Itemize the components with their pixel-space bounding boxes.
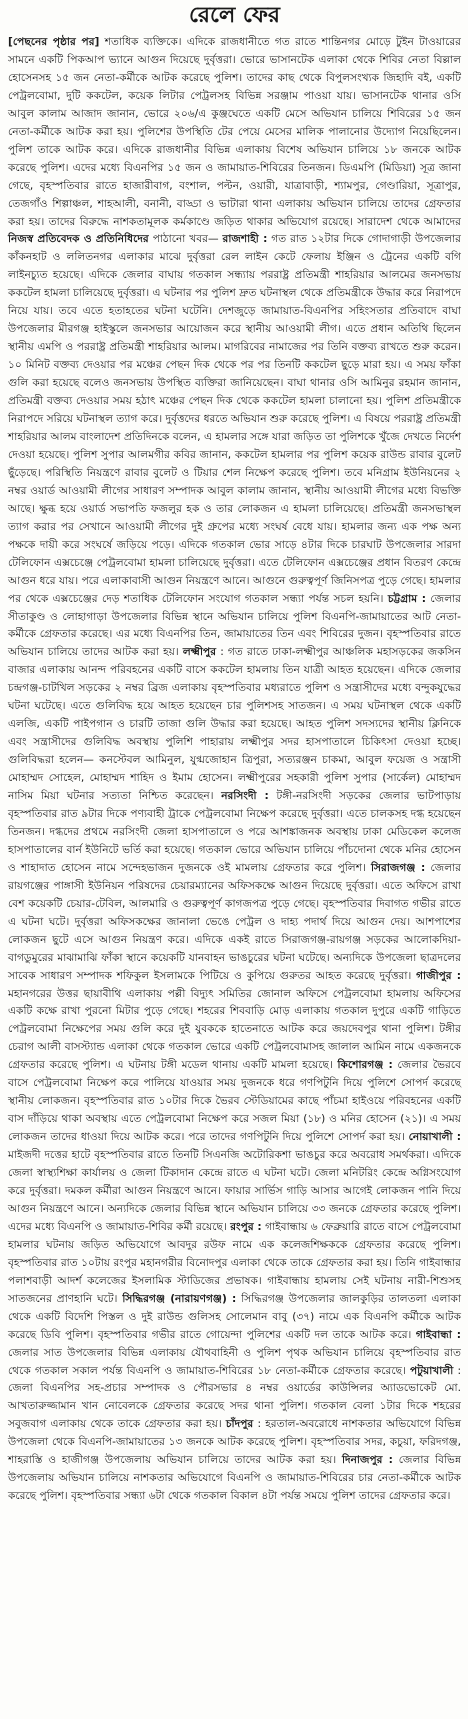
- article-headline: রেলে ফের: [188, 2, 281, 28]
- location-dateline: চাঁদপুর: [225, 1418, 254, 1431]
- article-text: সিদ্ধিরগঞ্জ উপজেলার জালকুড়ির তালতলা এলাকা থেকে একটি বিদেশি পিস্তল ও দুই রাউন্ড গুলিসহ সোলেমান বাবু (৩৭) নামে এক বিএনপি কর্মীকে আটক করেছে ডিবি পুলিশ। বৃহস্পতিবার গভীর রাতে গোয়েন্দা পুলিশের একটি দল তাকে আটক করে।: [8, 1292, 462, 1341]
- article-text: জেলার রায়গঞ্জের পাঙ্গাসী ইউনিয়ন পরিষদের চেয়ারম্যানের অফিসকক্ষে আগুন দিয়েছে দুর্বৃত্তরা। এতে অফিসে রাখা বেশ কয়েকটি চেয়ার-টেবিল, আলমারি ও গুরুত্বপূর্ণ কাগজপত্র পুড়ে গেছে। বৃহস্পতিবার দিবাগত গভীর রাতে এ ঘটনা ঘটে। দুর্বৃত্তরা অফিসকক্ষের জানালা ভেঙে পেট্রল ও দাহ্য পদার্থ দিয়ে আগুন দেয়। আশপাশের লোকজন ছুটে এসে আগুন নিয়ন্ত্রণ করে। এদিকে একই রাতে সিরাজগঞ্জ-রায়গঞ্জ সড়কের আলোকদিয়া-বাগডুমুরের মাঝামাঝি ফাঁকা স্থানে কয়েকটি যানবাহন ভাঙচুরের ঘটনা ঘটেছে। অন্যদিকে উপজেলা ছাত্রদলের সাবেক সাধারণ সম্পাদক শফিকুল ইসলামকে পিটিয়ে ও কুপিয়ে গুরুতর আহত করেছে দুর্বৃত্তরা।: [8, 861, 462, 982]
- location-dateline: সিরাজগঞ্জ :: [371, 861, 426, 874]
- article-text: টঙ্গী-নরসিংদী সড়কের জেলার ভাটপাড়ায় বৃহস্পতিবার রাত ৯টার দিকে পণ্যবাহী ট্রাকে পেট্রলবোমা নিক্ষেপ করেছে দুর্বৃত্তরা। এতে চালকসহ দগ্ধ হয়েছেন তিনজন। দগ্ধদের প্রথমে নরসিংদী জেলা হাসপাতালে ও পরে আশঙ্কাজনক অবস্থায় ঢাকা মেডিকেল কলেজ হাসপাতালের বার্ন ইউনিটে ভর্তি করা হয়েছে। গতকাল ভোরে অভিযান চালিয়ে পাঁচদোনা থেকে মনির হোসেন ও শাহাদাত হোসেন নামে সন্দেহভাজন দুজনকে ওই মামলায় গ্রেফতার করে পুলিশ।: [8, 790, 461, 874]
- article-text: মাইজদী দত্তের হাটে বৃহস্পতিবার রাতে তিনটি সিএনজি অটোরিকশা ভাঙচুর করে অবরোধ সমর্থকরা। এদিকে জেলা স্বাস্থ্যশিক্ষা কার্যালয় ও জেলা টিকাদান কেন্দ্রে রাতে এ ঘটনা ঘটে। জেলা মনিটরিং কেন্দ্রে অগ্নিসংযোগ করে দুর্বৃত্তরা। দমকল কর্মীরা আগুন নিয়ন্ত্রণে আনে। ফায়ার সার্ভিস গাড়ি আসার আগেই লোকজন পানি দিয়ে আগুন নিয়ন্ত্রণে আনে। অন্যদিকে জেলার বিভিন্ন স্থানে অভিযান চালিয়ে ৩৩ জনকে গ্রেফতার করেছে পুলিশ। এদের মধ্যে বিএনপি ও জামায়াত-শিবির কর্মী রয়েছে।: [8, 1149, 461, 1233]
- article-text: পাঠানো খবর—: [148, 233, 223, 246]
- continuation-marker: [পেছনের পৃষ্ঠার পর]: [8, 36, 100, 48]
- location-dateline: রাজশাহী :: [222, 233, 268, 246]
- location-dateline: গাজীপুর :: [416, 969, 462, 982]
- article-text: গাইবান্ধায় ৬ ফেব্রুয়ারি রাতে বাসে পেট্রলবোমা হামলার ঘটনায় জড়িত অভিযোগে আবদুর রউফ নামে এক কলেজশিক্ষককে গ্রেফতার করেছে পুলিশ। বৃহস্পতিবার রাত ১০টায় রংপুর মহানগরীর বিনোদপুর এলাকা থেকে তাকে গ্রেফতার করা হয়। তিনি গাইবান্ধার পলাশবাড়ী আদর্শ কলেজের ইসলামিক স্টাডিজের প্রভাষক। গাইবান্ধায় হামলায় সেই ঘটনায় নারী-শিশুসহ সাতজনের প্রাণহানি ঘটে।: [8, 1220, 461, 1305]
- article-text: জেলার সীতাকুণ্ড ও লোহাগাড়া উপজেলার বিভিন্ন স্থানে অভিযান চালিয়ে পুলিশ বিএনপি-জামায়াতের আট নেতা-কর্মীকে গ্রেফতার করেছে। এর মধ্যে বিএনপির তিন, জামায়াতের তিন এবং শিবিরের দুজন। বৃহস্পতিবার রাতে অভিযান চালিয়ে তাদের আটক করা হয়।: [8, 592, 462, 659]
- article-text: জেলার ভৈরবে বাসে পেট্রলবোমা নিক্ষেপ করে পালিয়ে যাওয়ার সময় দুজনকে ধরে গণপিটুনি দিয়ে পুলিশে সোপর্দ করেছে স্থানীয় লোকজন। বৃহস্পতিবার রাত ১০টার দিকে ভৈরব স্টেডিয়ামের কাছে পাঁচমা হাইওয়ে পরিবহনের একটি বাস দাঁড়িয়ে থাকা অবস্থায় এতে পেট্রলবোমা নিক্ষেপ করে সজল মিয়া (১৮) ও মনির হোসেন (২১)। এ সময় লোকজন তাদের ধাওয়া দিয়ে আটক করে। পরে তাদের গণপিটুনি দিয়ে পুলিশে সোপর্দ করা হয়।: [8, 1059, 461, 1144]
- article-text: : জেলা বিএনপির সহ-প্রচার সম্পাদক ও পৌরসভার ৪ নম্বর ওয়ার্ডের কাউন্সিলর অ্যাডভোকেট মো. আখতারুজ্জামান খান নোবেলকে গ্রেফতার করেছে সদর থানা পুলিশ। গতকাল বেলা ১টার দিকে শহরের সবুজবাগ এলাকায় থেকে তাকে গ্রেফতার করা হয়।: [8, 1364, 462, 1431]
- article-text: মহানগরের উত্তর ছায়াবীথি এলাকায় পল্লী বিদ্যুৎ সমিতির জোনাল অফিসে পেট্রলবোমা হামলায় অফিসের একটি কক্ষে রাখা পুরনো মিটার পুড়ে গেছে। শহরের শিববাড়ি মোড় এলাকায় গতকাল দুপুরে একটি গাড়িতে পেট্রলবোমা নিক্ষেপের সময় গুলি করে দুই যুবককে হাতেনাতে আটক করে জয়দেবপুর থানা পুলিশ। টঙ্গীর চেরাগ আলী বাসস্ট্যান্ড এলাকা থেকে গতকাল ভোরে একটি পেট্রলবোমাসহ জালাল আমিন নামে একজনকে গ্রেফতার করেছে পুলিশ। এ ঘটনায় টঙ্গী মডেল থানায় একটি মামলা হয়েছে।: [8, 987, 461, 1072]
- location-dateline: লক্ষ্মীপুর: [182, 646, 217, 659]
- article-text: গত রাত ১২টার দিকে গোদাগাড়ী উপজেলার কাঁকনহাট ও ললিতনগর এলাকার মাঝে দুর্বৃত্তরা রেল লাইন কেটে ফেলায় ইঞ্জিন ও ট্রেনের একটি বগি লাইনচ্যুত হয়েছে। এদিকে জেলার বাঘায় গতকাল সন্ধ্যায় পররাষ্ট্র প্রতিমন্ত্রী শাহরিয়ার আলমের জনসভায় ককটেল হামলা চালিয়েছে দুর্বৃত্তরা। এ ঘটনার পর পুলিশ দ্রুত ঘটনাস্থল থেকে প্রতিমন্ত্রীকে উদ্ধার করে নিরাপদে নিয়ে যায়। তবে এতে হতাহতের ঘটনা ঘটেনি। দেশজুড়ে জামায়াত-বিএনপির সহিংসতার প্রতিবাদে বাঘা উপজেলার মীরগঞ্জ হাইস্কুলে জনসভার আয়োজন করে স্থানীয় আওয়ামী লীগ। এতে প্রধান অতিথি ছিলেন স্থানীয় এমপি ও পররাষ্ট্র প্রতিমন্ত্রী শাহরিয়ার আলম। মাগরিবের নামাজের পর তিনি বক্তব্য রাখতে শুরু করেন। ১০ মিনিট বক্তব্য দেওয়ার পর মঞ্চের পেছন দিক থেকে পর পর তিনটি ককটেল ছুড়ে মারা হয়। এ সময় ফাঁকা গুলি করা হয়েছে বলেও জনসভায় উপস্থিত ব্যক্তিরা জানিয়েছেন। বাঘা থানার ওসি আমিনুর রহমান জানান, প্রতিমন্ত্রী বক্তব্য দেওয়ার সময় হঠাৎ মঞ্চের পেছন দিক থেকে ককটেল হামলা চালানো হয়। পুলিশ প্রতিমন্ত্রীকে নিরাপদে সরিয়ে ঘটনাস্থল ত্যাগ করে। দুর্বৃত্তদের ধরতে অভিযান শুরু করেছে পুলিশ। এ বিষয়ে পররাষ্ট্র প্রতিমন্ত্রী শাহরিয়ার আলম বাংলাদেশ প্রতিদিনকে বলেন, এ হামলার সঙ্গে যারা জড়িত তা পুলিশকে খুঁজে দেখতে নির্দেশ দেওয়া হয়েছে। পুলিশ সুপার আলমগীর কবির জানান, ককটেল হামলার পর পুলিশ কয়েক রাউন্ড রাবার বুলেট ছুঁড়েছে। পরিস্থিতি নিয়ন্ত্রণে রাবার বুলেট ও টিয়ার শেল নিক্ষেপ করেছে পুলিশ। তবে মনিগ্রাম ইউনিয়নের ২ নম্বর ওয়ার্ড আওয়ামী লীগের সাধারণ সম্পাদক আবুল কালাম জানান, স্থানীয় আওয়ামী লীগের মধ্যে বিভক্তি আছে। ক্ষুব্ধ হয়ে ওয়ার্ড সভাপতি ফজলুর হক ও তার লোকজন এ হামলা চালিয়েছে। প্রতিমন্ত্রী জনসভাস্থল ত্যাগ করার পর সেখানে আওয়ামী লীগের দুই গ্রুপের মধ্যে সংঘর্ষ বেধে যায়। হামলার জন্য এক পক্ষ অন্য পক্ষকে দায়ী করে সংঘর্ষে জড়িয়ে পড়ে। এদিকে গতকাল ভোর সাড়ে ৪টার দিকে চারঘাট উপজেলার সারদা টেলিফোন এক্সচেঞ্জে পেট্রলবোমা হামলা চালিয়েছে দুর্বৃত্তরা। এতে টেলিফোন এক্সচেঞ্জের প্রধান বিতরণ কেন্দ্রে আগুন ধরে যায়। পরে এলাকাবাসী আগুন নিয়ন্ত্রণে আনে। আগুনে গুরুত্বপূর্ণ জিনিসপত্র পুড়ে গেছে। হামলার পর থেকে এক্সচেঞ্জের দেড় শতাধিক টেলিফোন সংযোগ গতকাল সন্ধ্যা পর্যন্ত সচল হয়নি।: [8, 233, 461, 605]
- article-text: জেলার সাত উপজেলার বিভিন্ন এলাকায় যৌথবাহিনী ও পুলিশ পৃথক অভিযান চালিয়ে বৃহস্পতিবার রাত থেকে গতকাল সকাল পর্যন্ত বিএনপি ও জামায়াত-শিবিরের ১৮ নেতা-কর্মীকে গ্রেফতার করেছে।: [8, 1346, 461, 1377]
- location-dateline: চট্টগ্রাম :: [387, 592, 427, 605]
- article-body: [8, 34, 461, 1506]
- location-dateline: দিনাজপুর :: [342, 1454, 393, 1467]
- location-dateline: রংপুর :: [230, 1220, 262, 1233]
- location-dateline: কিশোরগঞ্জ :: [337, 1059, 393, 1072]
- location-dateline: সিদ্ধিরগঞ্জ (নারায়ণগঞ্জ) :: [122, 1292, 237, 1305]
- article-text: : হরতাল-অবরোধে নাশকতার অভিযোগে বিভিন্ন উপজেলা থেকে বিএনপি-জামায়াতের ১৩ জনকে আটক করেছে পুলিশ। বৃহস্পতিবার সদর, কচুয়া, ফরিদগঞ্জ, শাহরাস্তি ও হাজীগঞ্জ উপজেলায় অভিযান চালিয়ে তাদের আটক করা হয়।: [8, 1418, 462, 1467]
- article-text: শতাধিক ব্যক্তিকে। এদিকে রাজধানীতে গত রাতে শান্তিনগর মোড়ে টুইন টাওয়ারের সামনে একটি পিকআপ ভ্যানে আগুন দিয়েছে দুর্বৃত্তরা। ভোরে ভাসানটেক এলাকা থেকে শিবির নেতা বিল্লাল হোসেনসহ ১৫ জন নেতা-কর্মীকে আটক করেছে পুলিশ। তাদের কাছ থেকে বিপুলসংখ্যক জিহাদি বই, একটি পেট্রলবোমা, দুটি ককটেল, কয়েক লিটার পেট্রলসহ বিভিন্ন সরঞ্জাম পাওয়া যায়। ভাসানটেক থানার ওসি আবুল কালাম আজাদ জানান, ভোরে ২০৬/এ কুঞ্জঘেতে একটি মেসে অভিযান চালিয়ে শিবিরের ১৫ জন নেতা-কর্মীকে আটক করা হয়। পুলিশের উপস্থিতি টের পেয়ে মেসের মালিক পালানোর উদ্যোগ নিয়েছিলেন। পুলিশ তাকে আটক করে। এদিকে রাজধানীর বিভিন্ন এলাকায় বিশেষ অভিযান চালিয়ে ১৮ জনকে আটক করেছে পুলিশ। এদের মধ্যে বিএনপির ১৫ জন ও জামায়াত-শিবিরের তিনজন। ডিএমপি (মিডিয়া) সূত্র জানা গেছে, বৃহস্পতিবার রাতে হাজারীবাগ, বংশাল, পল্টন, ওয়ারী, যাত্রাবাড়ী, শ্যামপুর, গেণ্ডারিয়া, সূত্রাপুর, তেজগাঁও শিল্পাঞ্চল, শাহআলী, বনানী, বাড্ডা ও ভাটারা থানা এলাকায় অভিযান চালিয়ে তাদের গ্রেফতার করা হয়। তাদের বিরুদ্ধে নাশকতামূলক কর্মকাণ্ডে জড়িত থাকার অভিযোগ রয়েছে। সারাদেশ থেকে আমাদের: [8, 36, 462, 228]
- location-dateline: নরসিংদী :: [221, 790, 269, 803]
- location-dateline: গাইবান্ধা :: [415, 1328, 461, 1341]
- location-dateline: নোয়াখালী :: [408, 1131, 461, 1144]
- location-dateline: নিজস্ব প্রতিবেদক ও প্রতিনিধিদের: [8, 233, 149, 246]
- article-text: : গত রাতে ঢাকা-লক্ষ্মীপুর আঞ্চলিক মহাসড়কের জকসিন বাজার এলাকায় আনন্দ পরিবহনের একটি বাসে ককটেল হামলায় তিন যাত্রী আহত হয়েছেন। এদিকে জেলার চন্দ্রগঞ্জ-চাটখিল সড়কের ২ নম্বর ব্রিজ এলাকায় বৃহস্পতিবার মধ্যরাতে পুলিশ ও সন্ত্রাসীদের মধ্যে বন্দুকযুদ্ধের ঘটনা ঘটেছে। এতে গুলিবিদ্ধ হয়ে আহত হয়েছেন চার পুলিশসহ সাতজন। এ সময় ঘটনাস্থল থেকে একটি এলজি, একটি পাইপগান ও চারটি তাজা গুলি উদ্ধার করা হয়েছে। আহত পুলিশ সদস্যদের স্থানীয় ক্লিনিকে এবং সন্ত্রাসীদের গুলিবিদ্ধ অবস্থায় পুলিশি পাহারায় লক্ষ্মীপুর সদর হাসপাতালে চিকিৎসা দেওয়া হচ্ছে। গুলিবিদ্ধরা হলেন— কনস্টেবল আমিনুল, যুগ্মজোহান ত্রিপুরা, সত্যরঞ্জন চাকমা, আবুল ফয়েজ ও সন্ত্রাসী মোহাম্মদ সোহেল, মোহাম্মদ শাহিদ ও ইমাম হোসেন। লক্ষ্মীপুরের সহকারী পুলিশ সুপার (সার্কেল) মোহাম্মদ নাসিম মিয়া ঘটনার সত্যতা নিশ্চিত করেছেন।: [8, 646, 461, 803]
- location-dateline: পটুয়াখালী: [410, 1364, 454, 1377]
- article-text: জেলার বিভিন্ন উপজেলায় অভিযান চালিয়ে নাশকতার অভিযোগে বিএনপি ও জামায়াত-শিবিরের চার নেতা-কর্মীকে আটক করেছে পুলিশ। বৃহস্পতিবার সন্ধ্যা ৬টা থেকে গতকাল বিকাল ৪টা পর্যন্ত সময়ে পুলিশ তাদের গ্রেফতার করে।: [8, 1454, 462, 1503]
